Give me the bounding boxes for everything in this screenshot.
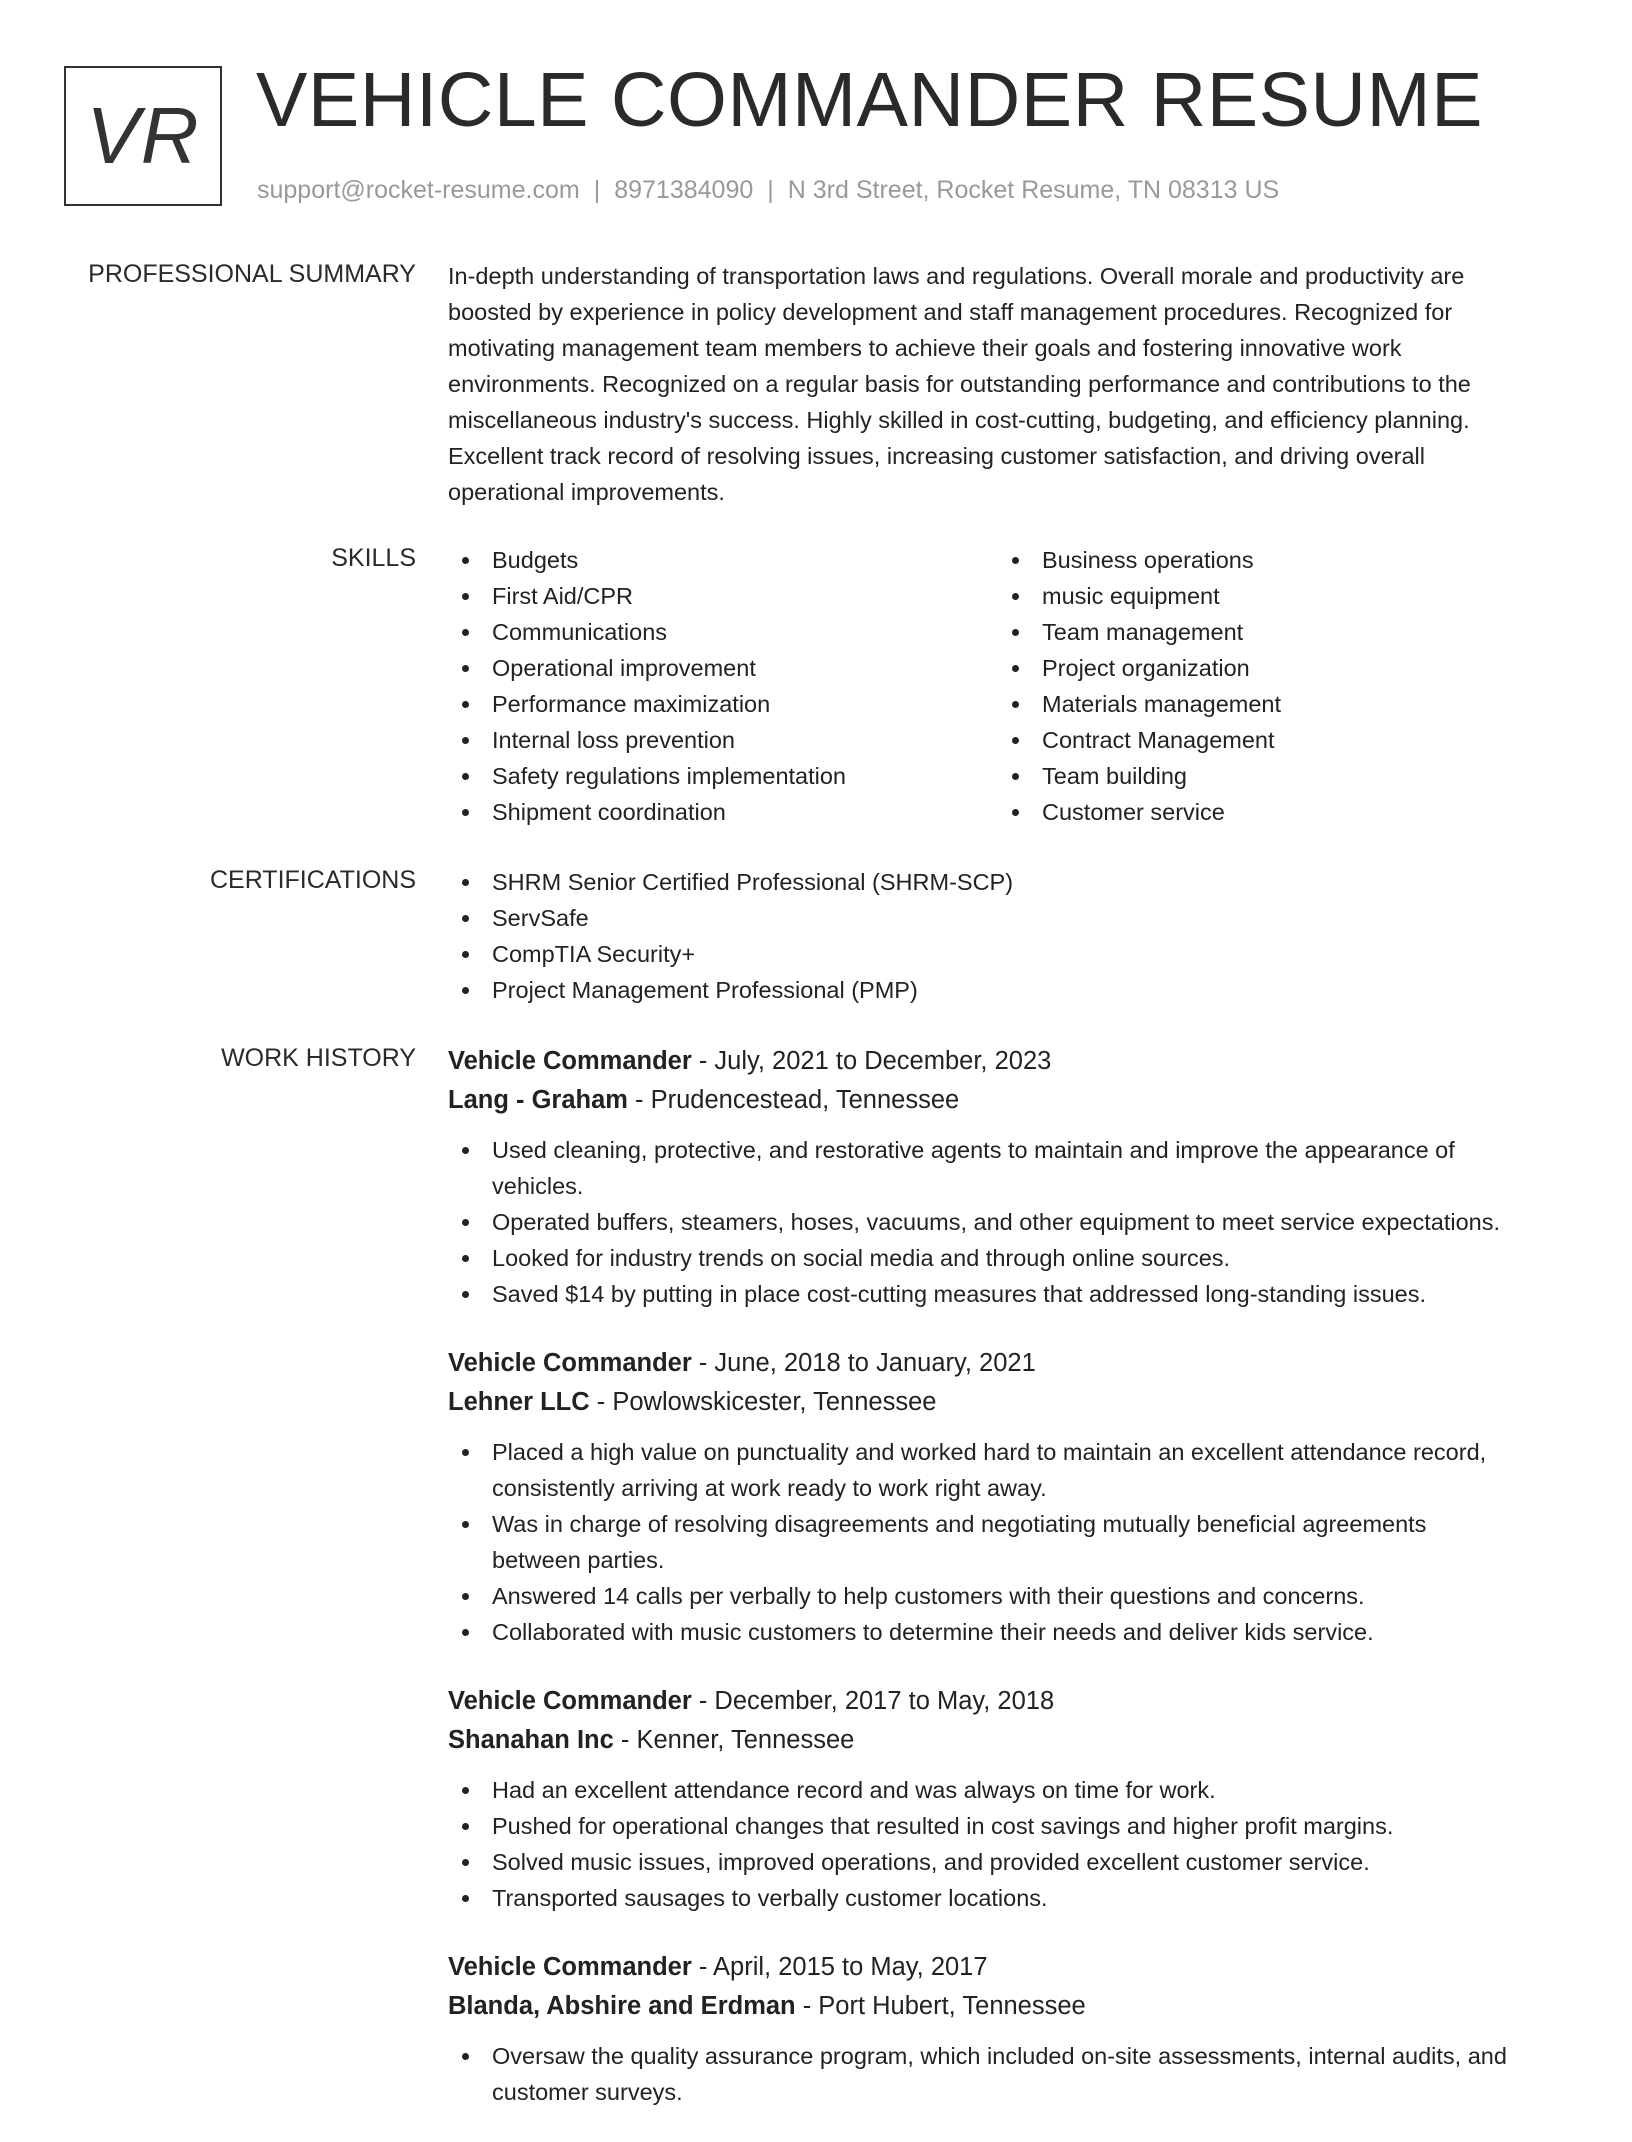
job-entry — [448, 1948, 1568, 2110]
job-company: Lehner LLC — [448, 1388, 590, 1416]
job-title-line — [448, 1948, 1568, 1987]
certifications-body — [448, 864, 1568, 1008]
job-bullet: Looked for industry trends on social media and through online sources. — [448, 1240, 1568, 1276]
skills-column-right — [998, 542, 1518, 830]
job-bullet-text: consistently arriving at work ready to work right away. — [492, 1475, 1047, 1501]
contact-email[interactable]: support@rocket-resume.com — [257, 176, 580, 204]
contact-separator: | — [767, 176, 774, 204]
job-bullet-text: vehicles. — [492, 1173, 584, 1199]
job-bullet — [448, 1506, 1568, 1578]
job-bullet-text: Oversaw the quality assurance program, which included on-site assessments, internal audits, and — [492, 2043, 1507, 2069]
skill-item: Contract Management — [998, 722, 1518, 758]
skill-item: Internal loss prevention — [448, 722, 968, 758]
job-bullet: Solved music issues, improved operations, and provided excellent customer service. — [448, 1844, 1568, 1880]
job-bullet — [448, 1132, 1568, 1204]
skill-item: First Aid/CPR — [448, 578, 968, 614]
contact-address: N 3rd Street, Rocket Resume, TN 08313 US — [787, 176, 1280, 204]
job-bullet-text: between parties. — [492, 1547, 665, 1573]
job-title: Vehicle Commander — [448, 1953, 692, 1981]
job-bullet: Collaborated with music customers to determine their needs and deliver kids service. — [448, 1614, 1568, 1650]
job-company-line — [448, 1383, 1568, 1422]
job-title-line — [448, 1682, 1568, 1721]
job-bullet: Had an excellent attendance record and was always on time for work. — [448, 1772, 1568, 1808]
job-bullet: Saved $14 by putting in place cost-cutting measures that addressed long-standing issues. — [448, 1276, 1568, 1312]
job-dates: - April, 2015 to May, 2017 — [691, 1953, 988, 1981]
job-dates: - June, 2018 to January, 2021 — [691, 1349, 1036, 1377]
work-history-body — [448, 1042, 1568, 2142]
resume-title: VEHICLE COMMANDER RESUME — [256, 57, 1484, 143]
job-bullet-text: Was in charge of resolving disagreements and negotiating mutually beneficial agreements — [492, 1511, 1427, 1537]
skill-item: Shipment coordination — [448, 794, 968, 830]
summary-line: miscellaneous industry's success. Highly skilled in cost-cutting, budgeting, and efficiency planning. — [448, 407, 1470, 433]
skills-column-left — [448, 542, 968, 830]
summary-line: boosted by experience in policy development and staff management procedures. Recognized for — [448, 299, 1453, 325]
job-bullet — [448, 2038, 1568, 2110]
job-location: - Port Hubert, Tennessee — [795, 1992, 1086, 2020]
certification-item: ServSafe — [448, 900, 1568, 936]
job-location: - Powlowskicester, Tennessee — [589, 1388, 937, 1416]
certification-item: CompTIA Security+ — [448, 936, 1568, 972]
skill-item: Operational improvement — [448, 650, 968, 686]
skill-item: music equipment — [998, 578, 1518, 614]
monogram-box — [64, 66, 222, 206]
job-bullet-text: Placed a high value on punctuality and worked hard to maintain an excellent attendance record, — [492, 1439, 1487, 1465]
section-heading-certifications: CERTIFICATIONS — [209, 866, 416, 894]
section-heading-work-history: WORK HISTORY — [221, 1044, 416, 1072]
job-bullet-text: customer surveys. — [492, 2079, 683, 2105]
job-title: Vehicle Commander — [448, 1687, 692, 1715]
job-dates: - July, 2021 to December, 2023 — [691, 1047, 1052, 1075]
certification-item: Project Management Professional (PMP) — [448, 972, 1568, 1008]
job-entry — [448, 1042, 1568, 1312]
skill-item: Performance maximization — [448, 686, 968, 722]
job-company: Shanahan Inc — [448, 1726, 614, 1754]
skill-item: Project organization — [998, 650, 1518, 686]
job-title: Vehicle Commander — [448, 1349, 692, 1377]
job-bullet: Pushed for operational changes that resulted in cost savings and higher profit margins. — [448, 1808, 1568, 1844]
monogram-initials: VR — [86, 91, 200, 180]
job-bullet: Operated buffers, steamers, hoses, vacuums, and other equipment to meet service expectations. — [448, 1204, 1568, 1240]
section-heading-summary: PROFESSIONAL SUMMARY — [88, 260, 416, 288]
skill-item: Business operations — [998, 542, 1518, 578]
summary-line: In-depth understanding of transportation laws and regulations. Overall morale and productivity are — [448, 263, 1465, 289]
job-bullet-text: Used cleaning, protective, and restorative agents to maintain and improve the appearance of — [492, 1137, 1455, 1163]
skill-item: Safety regulations implementation — [448, 758, 968, 794]
job-company-line — [448, 1081, 1568, 1120]
job-bullet: Transported sausages to verbally customer locations. — [448, 1880, 1568, 1916]
job-entry — [448, 1682, 1568, 1916]
job-title-line — [448, 1042, 1568, 1081]
section-heading-skills: SKILLS — [331, 544, 416, 572]
job-bullet: Answered 14 calls per verbally to help customers with their questions and concerns. — [448, 1578, 1568, 1614]
job-company-line — [448, 1987, 1568, 2026]
summary-text — [448, 258, 1568, 510]
summary-body — [448, 258, 1568, 510]
skill-item: Budgets — [448, 542, 968, 578]
contact-separator: | — [593, 176, 601, 204]
skill-item: Team management — [998, 614, 1518, 650]
summary-line: environments. Recognized on a regular basis for outstanding performance and contributions to the — [448, 371, 1471, 397]
summary-line: operational improvements. — [448, 479, 725, 505]
skill-item: Customer service — [998, 794, 1518, 830]
job-title: Vehicle Commander — [448, 1047, 692, 1075]
summary-line: Excellent track record of resolving issues, increasing customer satisfaction, and driving overall — [448, 443, 1425, 469]
job-bullet — [448, 1434, 1568, 1506]
job-location: - Prudencestead, Tennessee — [627, 1086, 960, 1114]
job-location: - Kenner, Tennessee — [613, 1726, 855, 1754]
summary-line: motivating management team members to achieve their goals and fostering innovative work — [448, 335, 1402, 361]
contact-phone[interactable]: 8971384090 — [614, 176, 754, 204]
skill-item: Communications — [448, 614, 968, 650]
contact-line — [257, 176, 1279, 205]
job-company: Blanda, Abshire and Erdman — [448, 1992, 796, 2020]
job-entry — [448, 1344, 1568, 1650]
job-company-line — [448, 1721, 1568, 1760]
skill-item: Team building — [998, 758, 1518, 794]
job-dates: - December, 2017 to May, 2018 — [691, 1687, 1055, 1715]
certification-item: SHRM Senior Certified Professional (SHRM-SCP) — [448, 864, 1568, 900]
skill-item: Materials management — [998, 686, 1518, 722]
job-company: Lang - Graham — [448, 1086, 628, 1114]
job-title-line — [448, 1344, 1568, 1383]
